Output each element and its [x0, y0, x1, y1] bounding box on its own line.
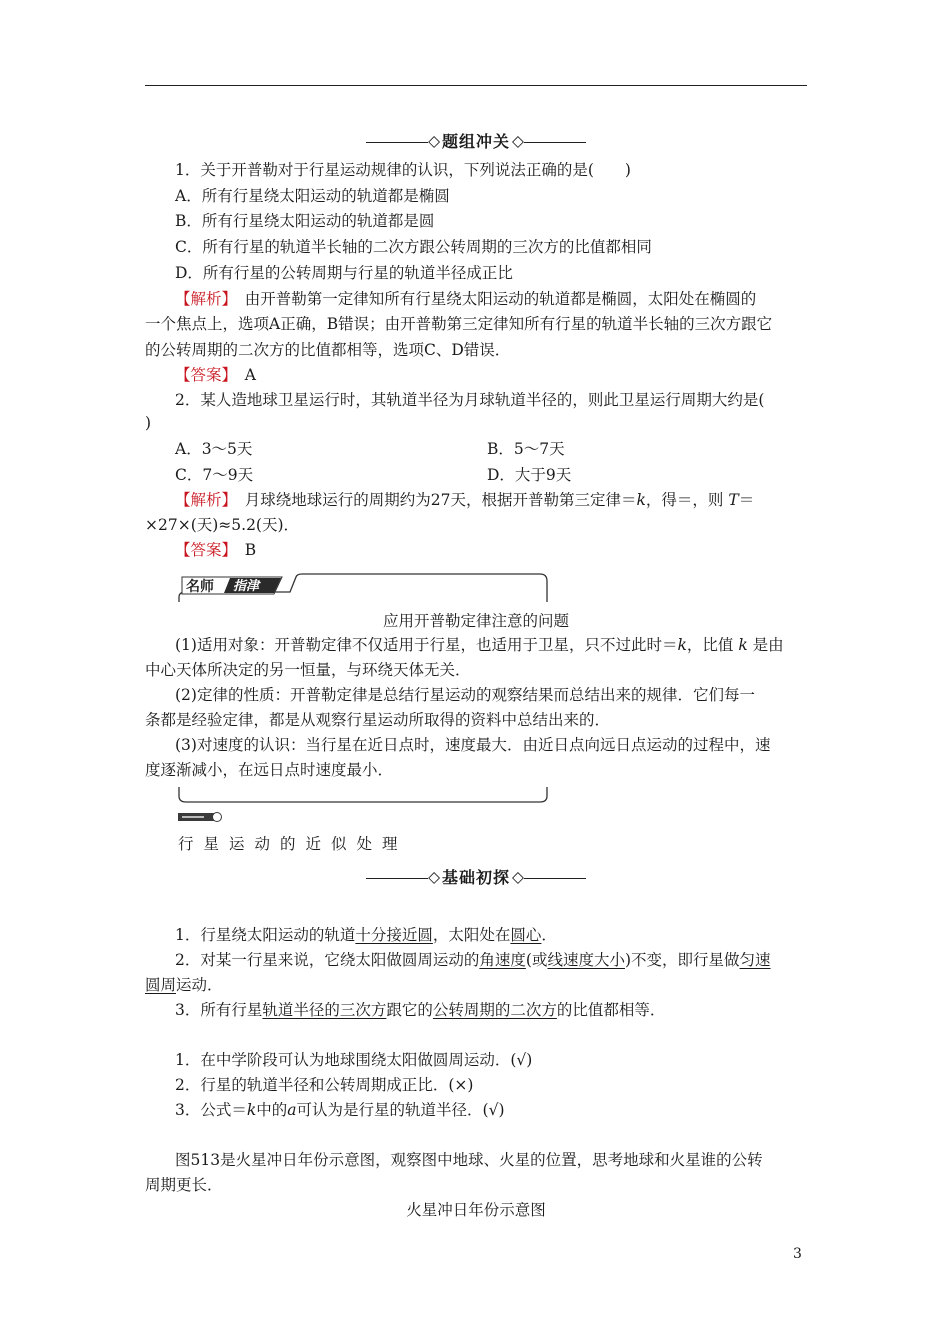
section-title: 题组冲关: [441, 132, 510, 151]
question-1-option-b: B．所有行星绕太阳运动的轨道都是圆: [175, 212, 435, 230]
analysis-text: 由开普勒第一定律知所有行星绕太阳运动的轨道都是椭圆，太阳处在椭圆的: [229, 290, 757, 308]
section-heading-jichuchutan: [145, 866, 807, 888]
question-1-analysis-line-2: 一个焦点上，选项A正确，B错误；由开普勒第三定律知所有行星的轨道半长轴的三次方跟它: [145, 315, 773, 333]
think-question-line-1: 图513是火星冲日年份示意图，观察图中地球、火星的位置，思考地球和火星谁的公转: [175, 1151, 763, 1169]
question-1-option-d: D．所有行星的公转周期与行星的轨道半径成正比: [175, 264, 513, 282]
question-2-answer: [145, 539, 807, 561]
question-2-option-b: B．5～7天: [487, 440, 565, 458]
var-k: k: [636, 491, 646, 509]
analysis-text: ＝: [738, 491, 755, 509]
tipbox-label-part2: 指津: [233, 579, 260, 594]
tipbox-point-2-line-1: (2)定律的性质：开普勒定律是总结行星运动的观察结果而总结出来的规律．它们每一: [175, 686, 755, 704]
analysis-text: ，得＝，则: [645, 491, 729, 509]
heading-rule-right: [524, 878, 586, 879]
question-2-option-c: C．7～9天: [175, 466, 254, 484]
question-1-option-c: C．所有行星的轨道半长轴的二次方跟公转周期的三次方的比值都相同: [175, 238, 652, 256]
basics-text: 2．对某一行星来说，它绕太阳做圆周运动的: [175, 951, 480, 969]
basics-item-3: [145, 999, 807, 1021]
question-1-option-a: A．所有行星绕太阳运动的轨道都是椭圆: [175, 187, 450, 205]
knowledge-point-badge-icon: [178, 812, 222, 822]
var-t: T: [728, 491, 739, 509]
tipbox-label-part1: 名师: [186, 579, 214, 595]
think-question-line-2: 周期更长．: [145, 1176, 223, 1194]
answer-tag: 【答案】: [175, 541, 230, 559]
diamond-icon: ◇: [512, 868, 524, 886]
question-2-options-row-1: [145, 438, 807, 460]
header-rule: [145, 85, 807, 86]
answer-value: A: [229, 366, 256, 384]
tip-text: 是由: [747, 636, 784, 654]
basics-blank: 公转周期的二次方: [432, 1001, 557, 1019]
tipbox-title: 应用开普勒定律注意的问题: [382, 612, 569, 630]
basics-text: )不变，即行星做: [624, 951, 740, 969]
answer-value: B: [229, 541, 257, 559]
basics-blank: 圆心: [510, 926, 542, 944]
basics-text: (或: [525, 951, 548, 969]
var-k: k: [677, 636, 687, 654]
diamond-icon: ◇: [428, 132, 440, 150]
judge-text: 中的: [256, 1101, 288, 1119]
tipbox-point-3-line-2: 度逐渐减小，在远日点时速度最小．: [145, 761, 394, 779]
question-2-stem-line-2: ): [145, 414, 152, 432]
basics-text: ．: [541, 926, 557, 944]
topic-title: 行星运动的近似处理: [178, 835, 408, 853]
tipbox-frame-top: [178, 573, 548, 603]
basics-blank: 十分接近圆: [355, 926, 433, 944]
tip-text: (1)适用对象：开普勒定律不仅适用于行星，也适用于卫星，只不过此时＝: [175, 636, 678, 654]
diamond-icon: ◇: [512, 132, 524, 150]
tipbox-point-2-line-2: 条都是经验定律，都是从观察行星运动所取得的资料中总结出来的．: [145, 711, 611, 729]
question-2-option-a: A．3～5天: [175, 440, 253, 458]
judge-text: 3．公式＝: [175, 1101, 247, 1119]
figure-caption: 火星冲日年份示意图: [406, 1201, 546, 1219]
judge-item-3: [145, 1099, 807, 1121]
basics-item-2-line-1: [145, 949, 807, 971]
basics-blank: 轨道半径的三次方: [262, 1001, 387, 1019]
question-1-answer: [145, 364, 807, 386]
heading-rule-right: [524, 142, 586, 143]
basics-text: 3．所有行星: [175, 1001, 263, 1019]
heading-rule-left: [366, 142, 428, 143]
question-2-analysis-line-1: [145, 489, 807, 511]
analysis-tag: 【解析】: [175, 290, 230, 308]
var-k: k: [738, 636, 748, 654]
tip-text: ，比值: [686, 636, 739, 654]
question-2-analysis-line-2: ×27×(天)≈5.2(天)．: [145, 516, 300, 534]
basics-text: 运动．: [176, 976, 223, 994]
basics-text: 的比值都相等．: [556, 1001, 666, 1019]
judge-item-1: 1．在中学阶段可认为地球围绕太阳做圆周运动．(√): [175, 1051, 533, 1069]
basics-text: ，太阳处在: [432, 926, 511, 944]
answer-tag: 【答案】: [175, 366, 230, 384]
judge-item-2: 2．行星的轨道半径和公转周期成正比．(×): [175, 1076, 474, 1094]
basics-text: 跟它的: [386, 1001, 433, 1019]
page-number: 3: [793, 1246, 802, 1262]
analysis-tag: 【解析】: [175, 491, 230, 509]
judge-text: 可认为是行星的轨道半径．(√): [296, 1101, 505, 1119]
tipbox-frame-bottom: [178, 786, 548, 804]
heading-rule-left: [366, 878, 428, 879]
basics-blank: 圆周: [145, 976, 177, 994]
question-1-analysis-line-1: [145, 288, 807, 310]
tipbox-point-1-line-1: [145, 634, 807, 656]
tipbox-point-1-line-2: 中心天体所决定的另一恒量，与环绕天体无关．: [145, 661, 471, 679]
question-2-options-row-2: [145, 464, 807, 486]
question-2-option-d: D．大于9天: [487, 466, 572, 484]
question-1-stem: 1．关于开普勒对于行星运动规律的认识，下列说法正确的是( ): [175, 161, 631, 179]
analysis-text: 月球绕地球运行的周期约为27天，根据开普勒第三定律＝: [229, 491, 637, 509]
basics-item-2-line-2: [145, 974, 807, 996]
question-1-analysis-line-3: 的公转周期的二次方的比值都相等，选项C、D错误．: [145, 341, 511, 359]
var-k: k: [246, 1101, 257, 1119]
tipbox-point-3-line-1: (3)对速度的认识：当行星在近日点时，速度最大．由近日点向远日点运动的过程中，速: [175, 736, 771, 754]
diamond-icon: ◇: [428, 868, 440, 886]
question-2-stem-line-1: 2．某人造地球卫星运行时，其轨道半径为月球轨道半径的，则此卫星运行周期大约是(: [175, 391, 765, 409]
section-heading-tizuchongguan: [145, 130, 807, 152]
basics-item-1: [145, 924, 807, 946]
basics-blank: 匀速: [739, 951, 771, 969]
var-a: a: [287, 1101, 297, 1119]
basics-text: 1．行星绕太阳运动的轨道: [175, 926, 356, 944]
section-title: 基础初探: [441, 868, 510, 887]
basics-blank: 角速度: [479, 951, 526, 969]
basics-blank: 线速度大小: [547, 951, 625, 969]
